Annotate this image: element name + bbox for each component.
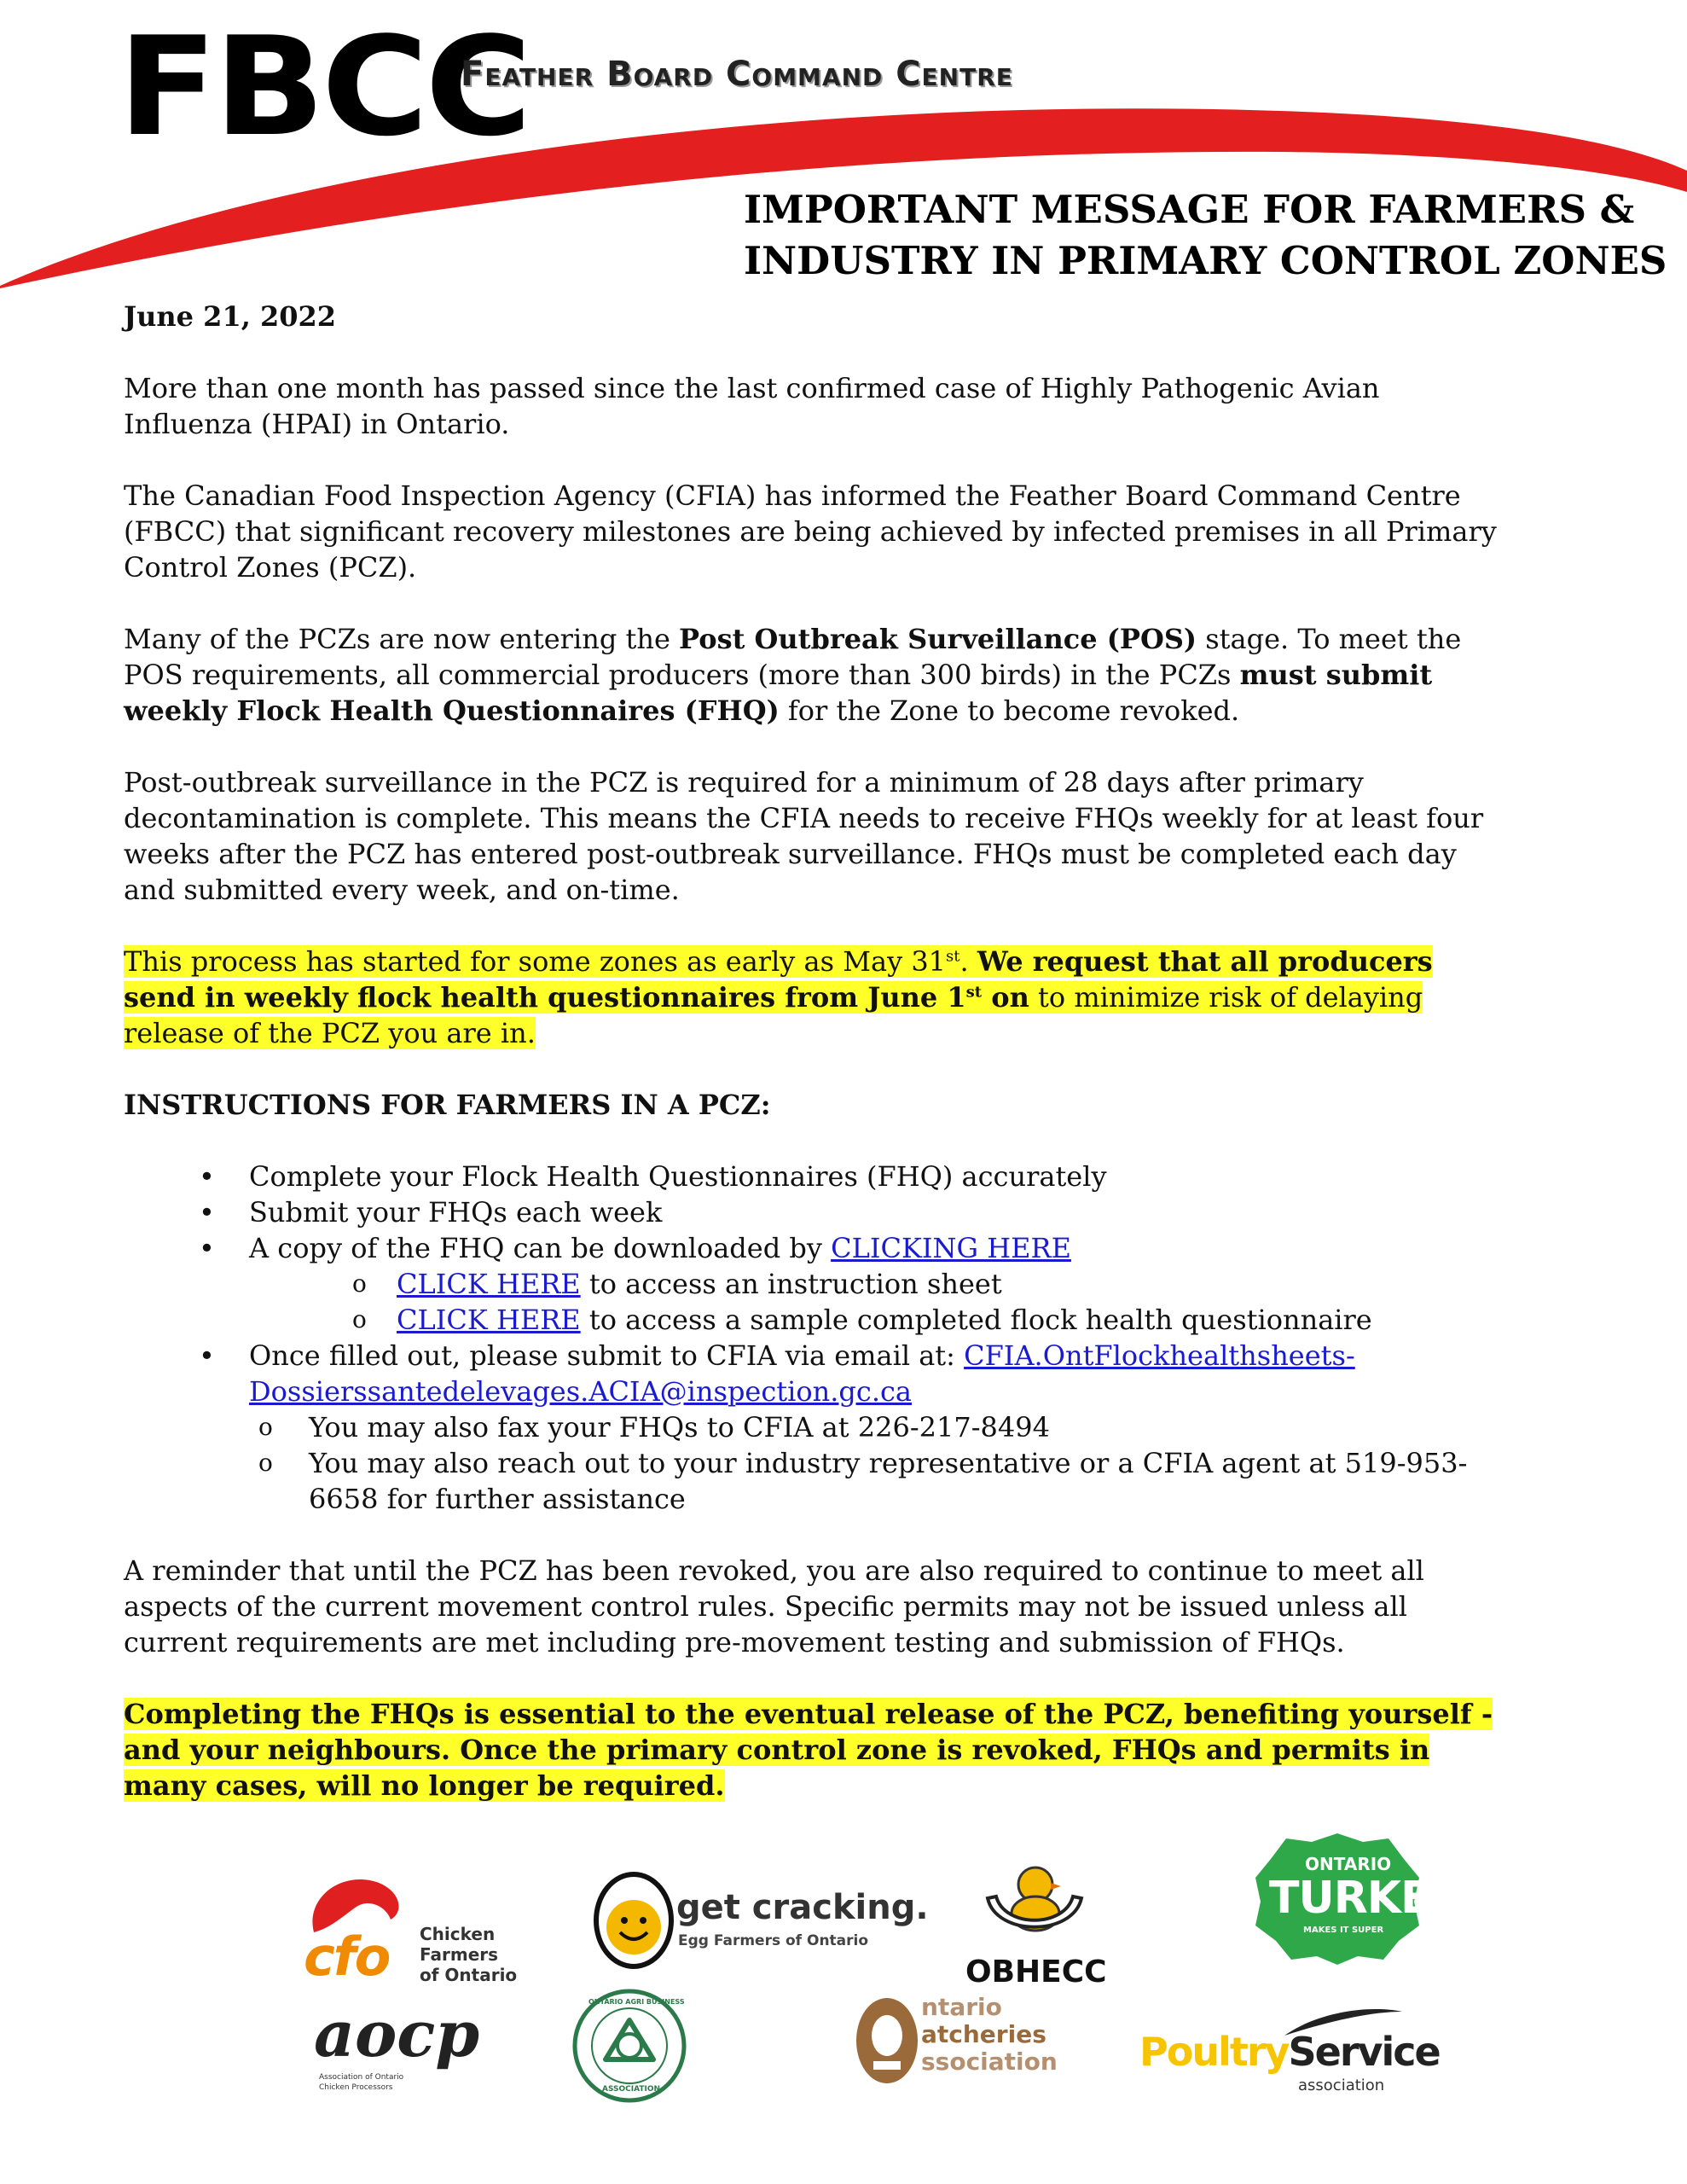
hatcheries-logo: [853, 1988, 1058, 2099]
egg-farmers-logo: [591, 1864, 929, 1975]
instructions-title: INSTRUCTIONS FOR FARMERS IN A PCZ:: [124, 1089, 771, 1121]
egg-main-text: get cracking.: [676, 1888, 929, 1927]
pos-text-c: stage. To meet the POS requirements, all commercial producers (more than 300 birds) in the PCZs: [124, 623, 1462, 691]
instruction-sheet-link[interactable]: CLICK HERE: [397, 1268, 581, 1300]
list-item: • A copy of the FHQ can be downloaded by CLICKING HERE: [124, 1230, 1505, 1266]
cfo-line-3: of Ontario: [420, 1965, 518, 1985]
aocp-sub-1: Association of Ontario: [319, 2073, 404, 2082]
ontario-turkey-logo: [1252, 1830, 1462, 1966]
cfo-logo: [299, 1873, 520, 1992]
hatcheries-line-1: ntario: [921, 1993, 1002, 2021]
obhecc-text: OBHECC: [965, 1955, 1107, 1989]
poultry-service-logo: [1139, 2005, 1440, 2099]
request-text-a: This process has started for some zones as early as May 31st. We request that all producers send in weekly flock health questionnaires from June 1st on to minimize risk of delaying release of the PCZ you are in.: [124, 945, 1433, 1049]
list-item: • Submit your FHQs each week: [124, 1194, 1505, 1230]
paragraph-intro: More than one month has passed since the last confirmed case of Highly Pathogenic Avian Influenza (HPAI) in Ontario.: [124, 372, 1380, 440]
headline-line-2: INDUSTRY IN PRIMARY CONTROL ZONES: [744, 238, 1667, 283]
turkey-sub-text: MAKES IT SUPER: [1303, 1926, 1384, 1935]
turkey-top-text: ONTARIO: [1305, 1854, 1392, 1874]
closing-highlight: Completing the FHQs is essential to the eventual release of the PCZ, benefiting yourself - and your neighbours. Once the primary control zone is revoked, FHQs and permits in many cases, will no longer be required.: [124, 1698, 1493, 1802]
list-item: o CLICK HERE to access an instruction sheet: [124, 1266, 1505, 1302]
poultry-service-sub: association: [1298, 2077, 1385, 2094]
list-item: o You may also reach out to your industry representative or a CFIA agent at 519-953-6658 for further assistance: [124, 1445, 1505, 1517]
document-body: [124, 299, 1505, 1839]
paragraph-reminder: A reminder that until the PCZ has been revoked, you are also required to continue to meet all aspects of the current movement control rules. Specific permits may not be issued unless all current requirements are met including pre-movement testing and submission of FHQs.: [124, 1554, 1424, 1658]
fbcc-logo: FBCC: [118, 7, 529, 166]
paragraph-request: [124, 944, 1505, 1051]
list-item: • Once filled out, please submit to CFIA via email at: CFIA.OntFlockhealthsheets-Dossierssantedelevages.ACIA@inspection.gc.ca: [124, 1338, 1505, 1409]
cfo-line-1: Chicken: [420, 1924, 496, 1944]
chick-in-hands-icon: [979, 1856, 1090, 1949]
aocp-logo: [314, 1998, 480, 2097]
paragraph-pos: [124, 621, 1505, 729]
instructions-list: [124, 1159, 1505, 1517]
pos-term: Post Outbreak Surveillance (POS): [679, 623, 1197, 655]
agri-business-logo: [570, 1986, 689, 2106]
date: June 21, 2022: [124, 300, 337, 333]
headline: [744, 184, 1667, 287]
cfo-line-2: Farmers: [420, 1944, 499, 1965]
paragraph-cfia: The Canadian Food Inspection Agency (CFIA) has informed the Feather Board Command Centre (FBCC) that significant recovery milestones are being achieved by infected premises in all Primary Control Zones (PCZ).: [124, 479, 1497, 584]
headline-line-1: IMPORTANT MESSAGE FOR FARMERS &: [744, 187, 1635, 232]
agri-ring-bottom: ASSOCIATION: [602, 2085, 661, 2094]
cfia-email-link[interactable]: CFIA.OntFlockhealthsheets-Dossierssantedelevages.ACIA@inspection.gc.ca: [249, 1339, 1355, 1408]
paragraph-surveillance: Post-outbreak surveillance in the PCZ is required for a minimum of 28 days after primary decontamination is complete. This means the CFIA needs to receive FHQs weekly for at least four weeks after the PCZ has entered post-outbreak surveillance. FHQs must be completed each day and submitted every week, and on-time.: [124, 766, 1484, 906]
pos-text-e: for the Zone to become revoked.: [779, 694, 1240, 727]
egg-icon: [853, 1993, 921, 2087]
hatcheries-line-3: ssociation: [921, 2048, 1058, 2076]
turkey-main-text: TURKEY: [1269, 1873, 1462, 1924]
pos-text-a: Many of the PCZs are now entering the: [124, 623, 680, 655]
aocp-sub-2: Chicken Processors: [319, 2083, 393, 2092]
fhq-download-link[interactable]: CLICKING HERE: [831, 1232, 1071, 1264]
paragraph-closing: [124, 1696, 1505, 1804]
hatcheries-line-2: atcheries: [921, 2020, 1046, 2048]
cfo-mark: cfo: [304, 1926, 390, 1988]
sample-questionnaire-link[interactable]: CLICK HERE: [397, 1304, 581, 1336]
list-item: o CLICK HERE to access a sample completed flock health questionnaire: [124, 1302, 1505, 1338]
obhecc-logo: [962, 1856, 1107, 1992]
agri-ring-top: ONTARIO AGRI BUSINESS: [588, 1998, 685, 2006]
pos-requirement: must submit weekly Flock Health Questionnaires (FHQ): [124, 659, 1433, 727]
poultry-service-main: PoultryService: [1139, 2029, 1440, 2075]
org-name: Feather Board Command Centre: [461, 55, 1013, 94]
list-item: o You may also fax your FHQs to CFIA at 226-217-8494: [124, 1409, 1505, 1445]
aocp-mark: aocp: [314, 1998, 480, 2071]
egg-sub-text: Egg Farmers of Ontario: [678, 1932, 869, 1949]
smiley-egg-icon: [591, 1864, 676, 1970]
list-item: • Complete your Flock Health Questionnaires (FHQ) accurately: [124, 1159, 1505, 1194]
